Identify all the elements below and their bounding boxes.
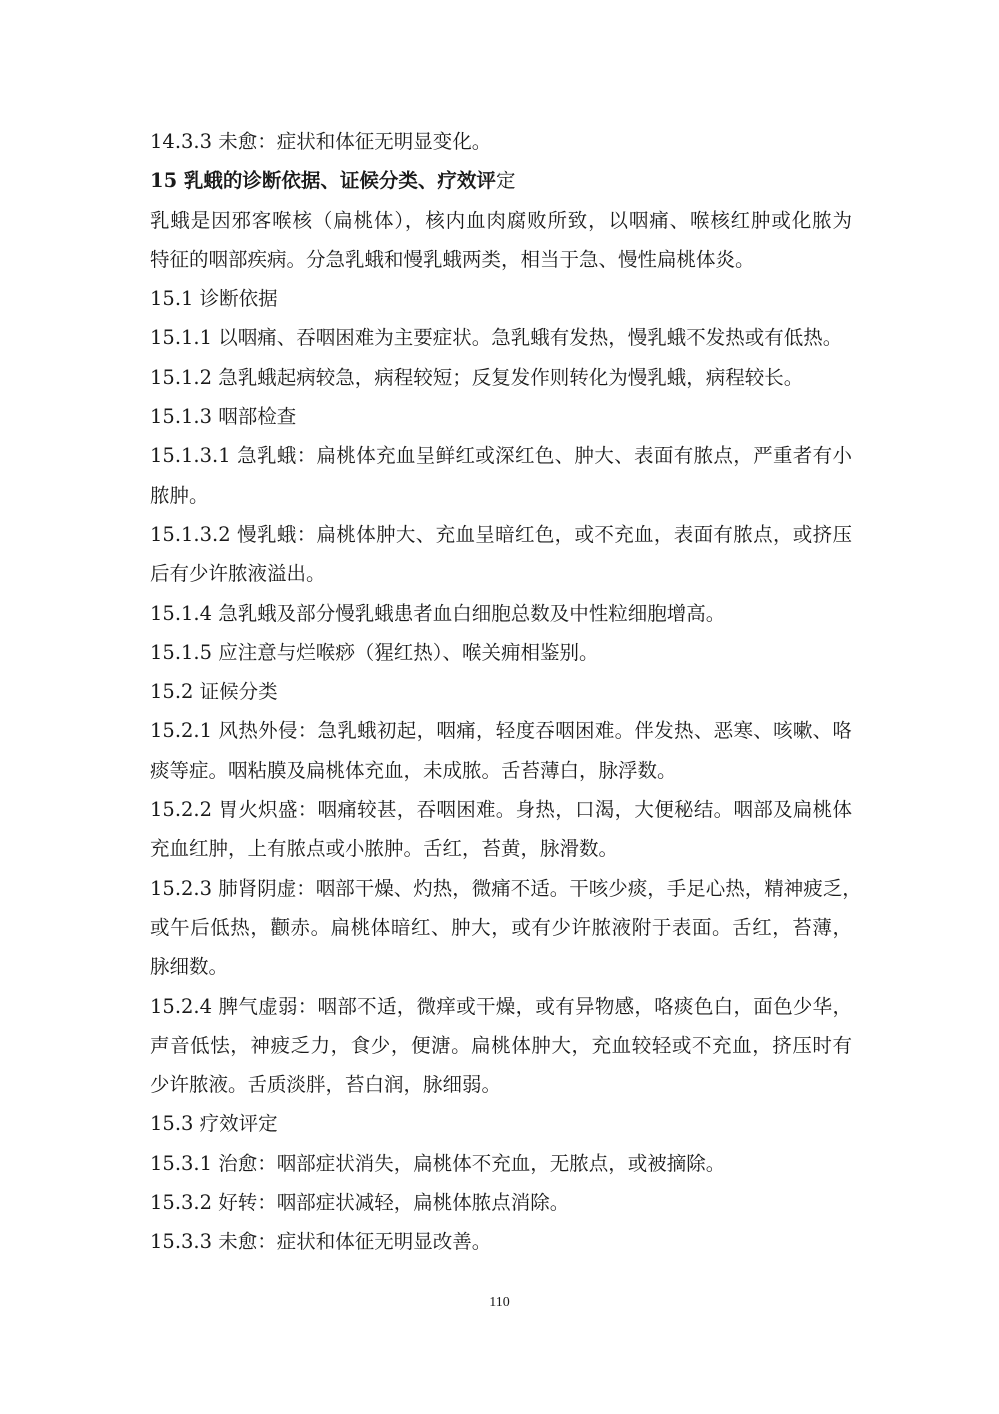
- intro-paragraph-line-1: 乳蛾是因邪客喉核（扁桃体），核内血肉腐败所致，以咽痛、喉核红肿或化脓为: [150, 208, 852, 232]
- clause-15-3-3: 15.3.3 未愈：症状和体征无明显改善。: [150, 1230, 492, 1254]
- clause-15-1-4: 15.1.4 急乳蛾及部分慢乳蛾患者血白细胞总数及中性粒细胞增高。: [150, 601, 726, 625]
- clause-15-2-3-line-2: 或午后低热，颧赤。扁桃体暗红、肿大，或有少许脓液附于表面。舌红，苔薄，: [150, 915, 852, 939]
- clause-15-3-heading: 15.3 疗效评定: [150, 1112, 278, 1136]
- clause-15-2-2-line-2: 充血红肿，上有脓点或小脓肿。舌红，苔黄，脉滑数。: [150, 837, 619, 861]
- clause-15-3-2: 15.3.2 好转：咽部症状减轻，扁桃体脓点消除。: [150, 1191, 570, 1215]
- clause-15-2-1-line-1: 15.2.1 风热外侵：急乳蛾初起，咽痛，轻度吞咽困难。伴发热、恶寒、咳嗽、咯: [150, 719, 852, 743]
- clause-14-3-3: 14.3.3 未愈：症状和体征无明显变化。: [150, 130, 492, 153]
- page-number: 110: [489, 1295, 510, 1310]
- clause-15-2-heading: 15.2 证候分类: [150, 680, 278, 704]
- clause-15-2-4-line-3: 少许脓液。舌质淡胖，苔白润，脉细弱。: [150, 1073, 502, 1097]
- section-15-title-tail: 定: [495, 169, 516, 193]
- clause-15-2-4-line-1: 15.2.4 脾气虚弱：咽部不适，微痒或干燥，或有异物感，咯痰色白，面色少华，: [150, 994, 852, 1018]
- clause-15-1-3-2-line-2: 后有少许脓液溢出。: [150, 562, 326, 586]
- clause-15-3-1: 15.3.1 治愈：咽部症状消失，扁桃体不充血，无脓点，或被摘除。: [150, 1151, 726, 1175]
- section-15-heading: [150, 161, 852, 200]
- clause-15-2-4-line-2: 声音低怯，神疲乏力，食少，便溏。扁桃体肿大，充血较轻或不充血，挤压时有: [150, 1033, 852, 1057]
- document-body: [150, 122, 862, 1262]
- clause-15-1-2: 15.1.2 急乳蛾起病较急，病程较短；反复发作则转化为慢乳蛾，病程较长。: [150, 365, 804, 389]
- clause-15-1-heading: 15.1 诊断依据: [150, 287, 278, 311]
- clause-15-2-3-line-3: 脉细数。: [150, 955, 229, 979]
- clause-15-1-1: 15.1.1 以咽痛、吞咽困难为主要症状。急乳蛾有发热，慢乳蛾不发热或有低热。: [150, 326, 843, 350]
- clause-15-1-3-1-line-2: 脓肿。: [150, 483, 209, 507]
- clause-15-1-3-1-line-1: 15.1.3.1 急乳蛾：扁桃体充血呈鲜红或深红色、肿大、表面有脓点，严重者有小: [150, 444, 852, 468]
- clause-15-1-3-heading: 15.1.3 咽部检查: [150, 405, 297, 429]
- intro-paragraph-line-2: 特征的咽部疾病。分急乳蛾和慢乳蛾两类，相当于急、慢性扁桃体炎。: [150, 247, 755, 271]
- clause-15-2-1-line-2: 痰等症。咽粘膜及扁桃体充血，未成脓。舌苔薄白，脉浮数。: [150, 758, 677, 782]
- section-15-title: 15 乳蛾的诊断依据、证候分类、疗效评: [150, 169, 496, 193]
- clause-15-1-5: 15.1.5 应注意与烂喉痧（猩红热）、喉关痈相鉴别。: [150, 640, 599, 664]
- clause-15-2-2-line-1: 15.2.2 胃火炽盛：咽痛较甚，吞咽困难。身热，口渴，大便秘结。咽部及扁桃体: [150, 798, 852, 822]
- clause-15-2-3-line-1: 15.2.3 肺肾阴虚：咽部干燥、灼热，微痛不适。干咳少痰，手足心热，精神疲乏，: [150, 876, 862, 900]
- clause-15-1-3-2-line-1: 15.1.3.2 慢乳蛾：扁桃体肿大、充血呈暗红色，或不充血，表面有脓点，或挤压: [150, 522, 852, 546]
